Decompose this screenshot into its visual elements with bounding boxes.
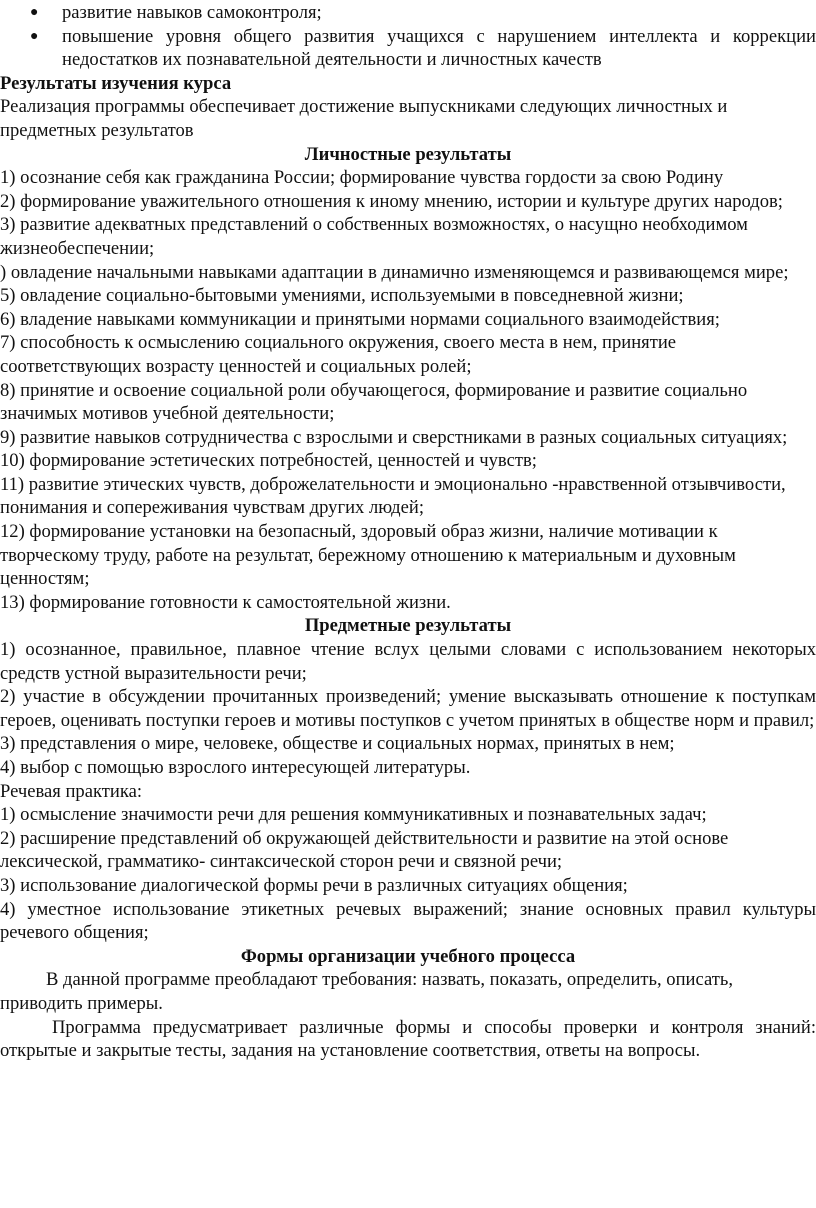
speech-practice-heading: Речевая практика: xyxy=(0,780,143,802)
list-item: 7) способность к осмыслению социального окружения, своего места в нем, принятие соответствующих возрасту ценностей и социальных ролей; xyxy=(0,332,677,377)
list-item: 5) овладение социально-бытовыми умениями, используемыми в повседневной жизни; xyxy=(0,285,684,307)
bullet-icon: ● xyxy=(30,5,39,20)
list-item: 3) использование диалогической формы речи в различных ситуациях общения; xyxy=(0,874,628,896)
results-intro: Реализация программы обеспечивает достижение выпускниками следующих личностных и предметных результатов xyxy=(0,96,728,141)
list-item: 4) уместное использование этикетных речевых выражений; знание основных правил культуры речевого общения; xyxy=(0,898,816,944)
list-item: 3) представления о мире, человеке, обществе и социальных нормах, принятых в нем; xyxy=(0,733,675,755)
subject-results-heading: Предметные результаты xyxy=(304,615,512,637)
forms-heading: Формы организации учебного процесса xyxy=(240,945,576,967)
list-item: 2) формирование уважительного отношения к иному мнению, истории и культуре других народов; xyxy=(0,190,783,212)
list-item: 1) осмысление значимости речи для решения коммуникативных и познавательных задач; xyxy=(0,804,707,826)
list-item: 2) расширение представлений об окружающей действительности и развитие на этой основе лексической, грамматико- синтаксической сторон речи и связной речи; xyxy=(0,827,729,873)
list-item: 1) осознанное, правильное, плавное чтение вслух целыми словами с использованием некоторых средств устной выразительности речи; xyxy=(0,639,816,684)
subject-results-list xyxy=(0,638,816,780)
bullet-item: ● повышение уровня общего развития учащихся с нарушением интеллекта и коррекции недостатков их познавательной деятельности и личностных качеств xyxy=(30,25,816,71)
bullet-list xyxy=(0,1,816,72)
results-heading: Результаты изучения курса xyxy=(0,72,232,94)
list-item: 13) формирование готовности к самостоятельной жизни. xyxy=(0,591,451,613)
list-item: 10) формирование эстетических потребностей, ценностей и чувств; xyxy=(0,450,537,472)
personal-results-list xyxy=(0,166,816,614)
personal-results-heading: Личностные результаты xyxy=(304,143,512,165)
list-item: 2) участие в обсуждении прочитанных произведений; умение высказывать отношение к поступкам героев, оценивать поступки героев и мотивы поступков с учетом принятых в обществе норм и правил; xyxy=(0,686,816,731)
bullet-icon: ● xyxy=(30,28,39,44)
list-item: 6) владение навыками коммуникации и принятыми нормами социального взаимодействия; xyxy=(0,308,720,330)
speech-practice-list xyxy=(0,803,816,945)
list-item: 4) выбор с помощью взрослого интересующей литературы. xyxy=(0,757,471,778)
bullet-item: ● развитие навыков самоконтроля; xyxy=(30,2,322,23)
list-item: 8) принятие и освоение социальной роли обучающегося, формирование и развитие социально значимых мотивов учебной деятельности; xyxy=(0,379,748,425)
list-item: ) овладение начальными навыками адаптации в динамично изменяющемся и развивающемся мире; xyxy=(0,261,789,283)
list-item: 9) развитие навыков сотрудничества с взрослыми и сверстниками в разных социальных ситуациях; xyxy=(0,426,788,448)
list-item: 3) развитие адекватных представлений о собственных возможностях, о насущно необходимом жизнеобеспечении; xyxy=(0,214,748,259)
forms-paragraph: Программа предусматривает различные формы и способы проверки и контроля знаний: открытые и закрытые тесты, задания на установление соответствия, ответы на вопросы. xyxy=(0,1016,816,1062)
list-item: 12) формирование установки на безопасный, здоровый образ жизни, наличие мотивации к творческому труду, работе на результат, бережному отношению к материальным и духовным ценностям; xyxy=(0,521,736,590)
list-item: 11) развитие этических чувств, доброжелательности и эмоционально -нравственной отзывчивости, понимания и сопереживания чувствам других людей; xyxy=(0,473,786,519)
list-item: 1) осознание себя как гражданина России; формирование чувства гордости за свою Родину xyxy=(0,167,724,189)
forms-paragraph: В данной программе преобладают требования: назвать, показать, определить, описать, приводить примеры. xyxy=(0,969,734,1014)
